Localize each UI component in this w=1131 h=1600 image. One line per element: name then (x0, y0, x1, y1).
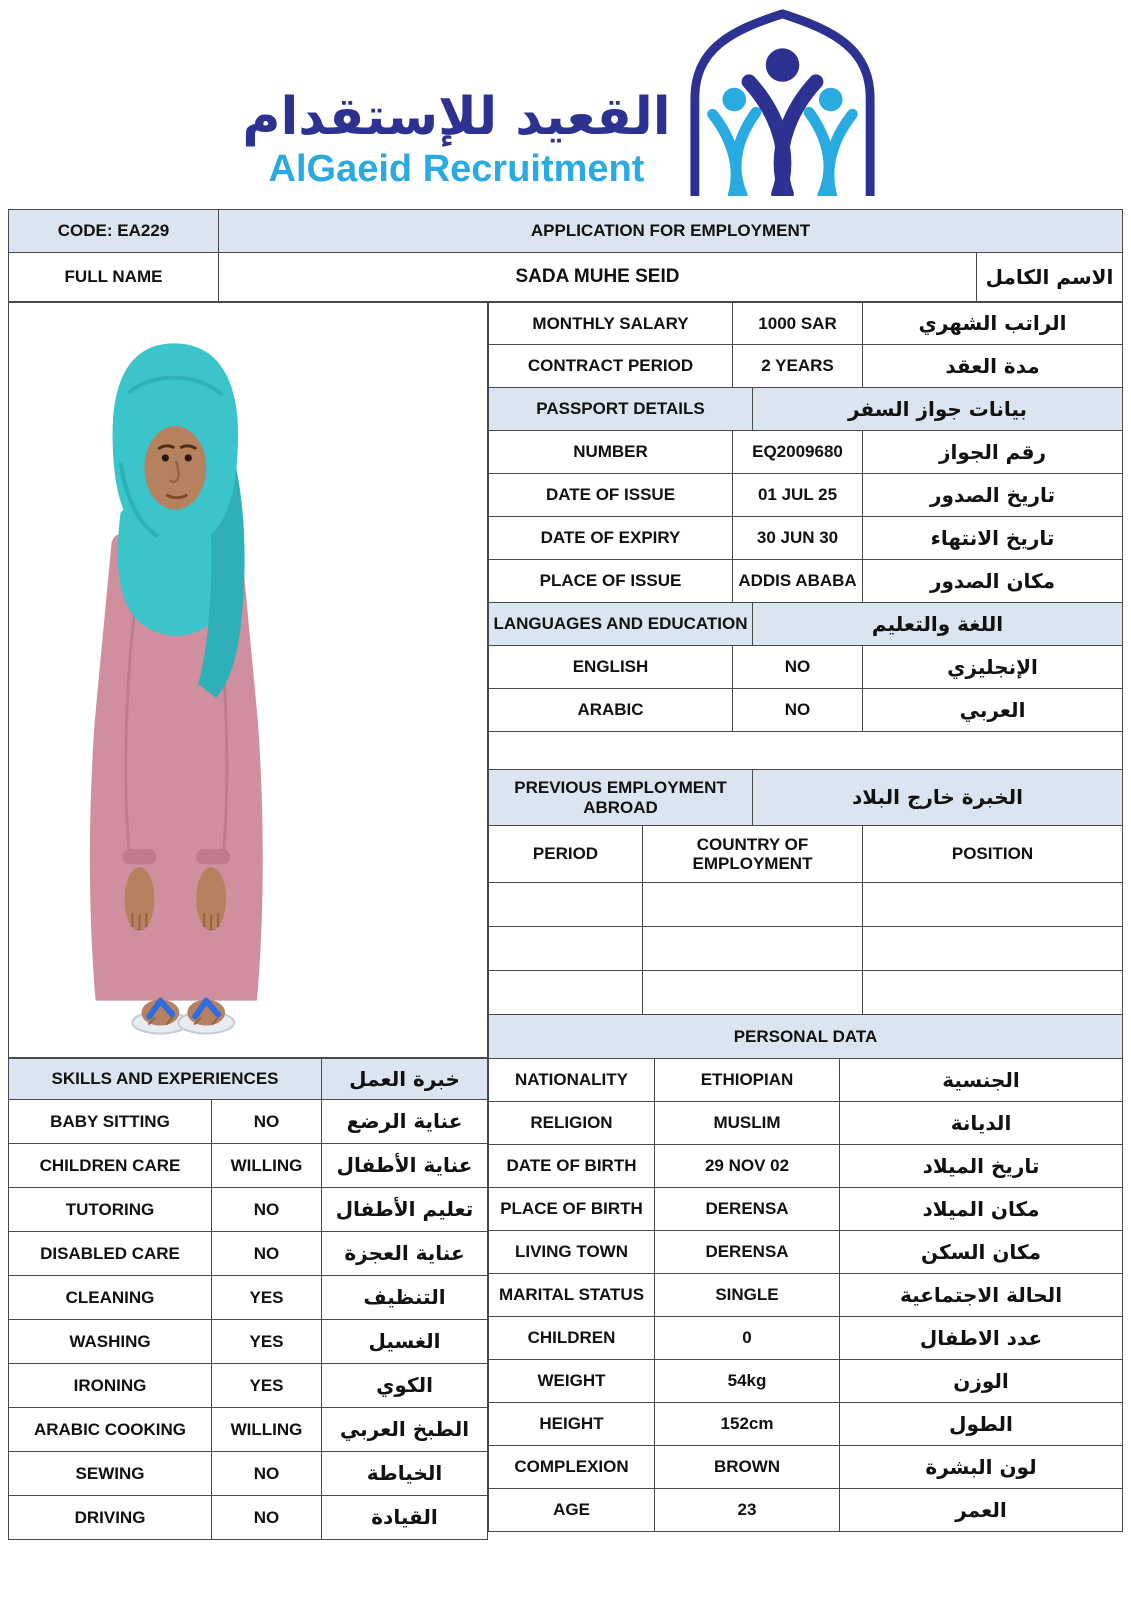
personal-data-header (488, 1015, 1123, 1059)
passport-details-header (488, 388, 1123, 431)
disabled-care-value: NO (212, 1232, 322, 1275)
period-cell (489, 883, 643, 926)
languages-header-ar: اللغة والتعليم (871, 611, 1004, 636)
arabic-row (488, 689, 1123, 732)
date-of-birth-label: DATE OF BIRTH (489, 1145, 655, 1187)
date-of-birth-label-ar: تاريخ الميلاد (922, 1153, 1040, 1178)
agency-logo-text (242, 85, 670, 196)
disabled-care-label-ar: عناية العجزة (344, 1241, 465, 1266)
children-care-row (8, 1144, 488, 1188)
date-of-issue-value: 01 JUL 25 (733, 474, 863, 516)
period-cell (489, 971, 643, 1014)
skills-header (8, 1058, 488, 1100)
driving-row (8, 1496, 488, 1540)
age-label-ar: العمر (955, 1497, 1007, 1522)
tutoring-label-ar: تعليم الأطفال (335, 1197, 474, 1222)
sewing-row (8, 1452, 488, 1496)
complexion-label: COMPLEXION (489, 1446, 655, 1488)
skills-header-en: SKILLS AND EXPERIENCES (9, 1059, 322, 1099)
place-of-issue-label: PLACE OF ISSUE (489, 560, 733, 602)
baby-sitting-value: NO (212, 1100, 322, 1143)
monthly-salary-row (488, 302, 1123, 345)
place-of-birth-label: PLACE OF BIRTH (489, 1188, 655, 1230)
monthly-salary-value: 1000 SAR (733, 303, 863, 344)
date-of-birth-row (488, 1145, 1123, 1188)
ironing-label-ar: الكوي (376, 1373, 433, 1398)
passport-number-row (488, 431, 1123, 474)
contract-period-row (488, 345, 1123, 388)
languages-header-en: LANGUAGES AND EDUCATION (489, 603, 753, 645)
living-town-row (488, 1231, 1123, 1274)
sewing-label-ar: الخياطة (366, 1461, 443, 1486)
baby-sitting-label: BABY SITTING (9, 1100, 212, 1143)
complexion-label-ar: لون البشرة (925, 1454, 1037, 1479)
date-of-issue-label-ar: تاريخ الصدور (930, 482, 1055, 507)
washing-value: YES (212, 1320, 322, 1363)
country-cell (643, 927, 863, 970)
english-row (488, 646, 1123, 689)
cleaning-value: YES (212, 1276, 322, 1319)
driving-label-ar: القيادة (371, 1505, 438, 1530)
place-of-birth-value: DERENSA (655, 1188, 840, 1230)
position-cell (863, 971, 1122, 1014)
position-column-header: POSITION (951, 844, 1034, 864)
date-of-expiry-row (488, 517, 1123, 560)
tutoring-value: NO (212, 1188, 322, 1231)
arabic-cooking-row (8, 1408, 488, 1452)
height-label-ar: الطول (949, 1411, 1013, 1436)
english-value: NO (733, 646, 863, 688)
country-column-header: COUNTRY OF EMPLOYMENT (643, 826, 863, 882)
nationality-row (488, 1059, 1123, 1102)
spacer-cell (489, 732, 1122, 769)
children-care-label: CHILDREN CARE (9, 1144, 212, 1187)
agency-name-arabic: القعيد للإستقدام (242, 87, 671, 148)
previous-employment-empty-row (488, 883, 1123, 927)
previous-employment-columns-row (488, 826, 1123, 883)
date-of-expiry-value: 30 JUN 30 (733, 517, 863, 559)
complexion-value: BROWN (655, 1446, 840, 1488)
applicant-photo-cell (8, 302, 488, 1058)
date-of-birth-value: 29 NOV 02 (655, 1145, 840, 1187)
arabic-label-ar: العربي (959, 697, 1026, 722)
sewing-value: NO (212, 1452, 322, 1495)
period-column-header: PERIOD (489, 826, 643, 882)
disabled-care-row (8, 1232, 488, 1276)
sewing-label: SEWING (9, 1452, 212, 1495)
cleaning-label: CLEANING (9, 1276, 212, 1319)
full-name-label: FULL NAME (9, 253, 219, 301)
living-town-label: LIVING TOWN (489, 1231, 655, 1273)
children-label: CHILDREN (489, 1317, 655, 1359)
religion-row (488, 1102, 1123, 1145)
position-cell (863, 883, 1122, 926)
marital-status-row (488, 1274, 1123, 1317)
children-care-value: WILLING (212, 1144, 322, 1187)
washing-label: WASHING (9, 1320, 212, 1363)
height-value: 152cm (655, 1403, 840, 1445)
marital-status-value: SINGLE (655, 1274, 840, 1316)
monthly-salary-label: MONTHLY SALARY (489, 303, 733, 344)
arabic-cooking-value: WILLING (212, 1408, 322, 1451)
religion-label-ar: الديانة (950, 1110, 1012, 1135)
english-label: ENGLISH (489, 646, 733, 688)
languages-header (488, 603, 1123, 646)
weight-label: WEIGHT (489, 1360, 655, 1402)
arabic-cooking-label: ARABIC COOKING (9, 1408, 212, 1451)
tutoring-label: TUTORING (9, 1188, 212, 1231)
date-of-issue-label: DATE OF ISSUE (489, 474, 733, 516)
age-label: AGE (489, 1489, 655, 1531)
children-row (488, 1317, 1123, 1360)
arabic-value: NO (733, 689, 863, 731)
passport-details-header-ar: بيانات جواز السفر (847, 396, 1028, 421)
passport-details-header-en: PASSPORT DETAILS (489, 388, 753, 430)
place-of-birth-label-ar: مكان الميلاد (922, 1196, 1040, 1221)
place-of-issue-label-ar: مكان الصدور (929, 568, 1056, 593)
previous-employment-empty-row (488, 971, 1123, 1015)
height-row (488, 1403, 1123, 1446)
washing-row (8, 1320, 488, 1364)
cleaning-label-ar: التنظيف (363, 1285, 446, 1310)
date-of-issue-row (488, 474, 1123, 517)
weight-value: 54kg (655, 1360, 840, 1402)
full-name-value: SADA MUHE SEID (219, 253, 977, 301)
ironing-row (8, 1364, 488, 1408)
code-title-row (8, 209, 1123, 253)
arabic-cooking-label-ar: الطبخ العربي (339, 1417, 470, 1442)
passport-number-label: NUMBER (489, 431, 733, 473)
date-of-expiry-label-ar: تاريخ الانتهاء (930, 525, 1055, 550)
applicant-photo (9, 303, 487, 1057)
full-name-row (8, 253, 1123, 302)
living-town-value: DERENSA (655, 1231, 840, 1273)
height-label: HEIGHT (489, 1403, 655, 1445)
monthly-salary-label-ar: الراتب الشهري (918, 311, 1067, 336)
driving-value: NO (212, 1496, 322, 1539)
form-header-block (8, 209, 1123, 302)
ironing-label: IRONING (9, 1364, 212, 1407)
english-label-ar: الإنجليزي (947, 654, 1038, 679)
agency-logo (0, 4, 1131, 196)
contract-period-label-ar: مدة العقد (945, 353, 1040, 378)
previous-employment-header-ar: الخبرة خارج البلاد (852, 785, 1023, 810)
country-cell (643, 883, 863, 926)
place-of-issue-row (488, 560, 1123, 603)
marital-status-label: MARITAL STATUS (489, 1274, 655, 1316)
children-label-ar: عدد الاطفال (919, 1325, 1043, 1350)
previous-employment-header (488, 770, 1123, 826)
disabled-care-label: DISABLED CARE (9, 1232, 212, 1275)
age-row (488, 1489, 1123, 1532)
agency-name-english: AlGaeid Recruitment (268, 148, 645, 191)
country-cell (643, 971, 863, 1014)
place-of-issue-value: ADDIS ABABA (733, 560, 863, 602)
washing-label-ar: الغسيل (368, 1329, 441, 1354)
position-cell (863, 927, 1122, 970)
date-of-expiry-label: DATE OF EXPIRY (489, 517, 733, 559)
age-value: 23 (655, 1489, 840, 1531)
weight-row (488, 1360, 1123, 1403)
baby-sitting-row (8, 1100, 488, 1144)
people-under-arch-logo-icon (677, 4, 889, 196)
religion-label: RELIGION (489, 1102, 655, 1144)
living-town-label-ar: مكان السكن (921, 1239, 1041, 1264)
place-of-birth-row (488, 1188, 1123, 1231)
children-care-label-ar: عناية الأطفال (336, 1153, 473, 1178)
form-title: APPLICATION FOR EMPLOYMENT (530, 221, 811, 241)
nationality-label-ar: الجنسية (942, 1067, 1020, 1092)
contract-period-label: CONTRACT PERIOD (489, 345, 733, 387)
passport-number-label-ar: رقم الجواز (939, 439, 1046, 464)
baby-sitting-label-ar: عناية الرضع (346, 1109, 463, 1134)
children-value: 0 (655, 1317, 840, 1359)
cleaning-row (8, 1276, 488, 1320)
previous-employment-empty-row (488, 927, 1123, 971)
contract-period-value: 2 YEARS (733, 345, 863, 387)
religion-value: MUSLIM (655, 1102, 840, 1144)
nationality-value: ETHIOPIAN (655, 1059, 840, 1101)
marital-status-label-ar: الحالة الاجتماعية (899, 1282, 1063, 1307)
nationality-label: NATIONALITY (489, 1059, 655, 1101)
period-cell (489, 927, 643, 970)
previous-employment-header-en: PREVIOUS EMPLOYMENT ABROAD (489, 770, 753, 825)
skills-section (8, 1058, 488, 1540)
arabic-label: ARABIC (489, 689, 733, 731)
ironing-value: YES (212, 1364, 322, 1407)
full-name-label-ar: الاسم الكامل (985, 264, 1114, 289)
right-details-column (488, 302, 1123, 1532)
personal-data-header-label: PERSONAL DATA (733, 1026, 878, 1046)
spacer-row (488, 732, 1123, 770)
skills-header-ar: خبرة العمل (349, 1066, 460, 1091)
complexion-row (488, 1446, 1123, 1489)
passport-number-value: EQ2009680 (733, 431, 863, 473)
weight-label-ar: الوزن (953, 1368, 1009, 1393)
driving-label: DRIVING (9, 1496, 212, 1539)
tutoring-row (8, 1188, 488, 1232)
code-label: CODE: EA229 (9, 210, 219, 252)
